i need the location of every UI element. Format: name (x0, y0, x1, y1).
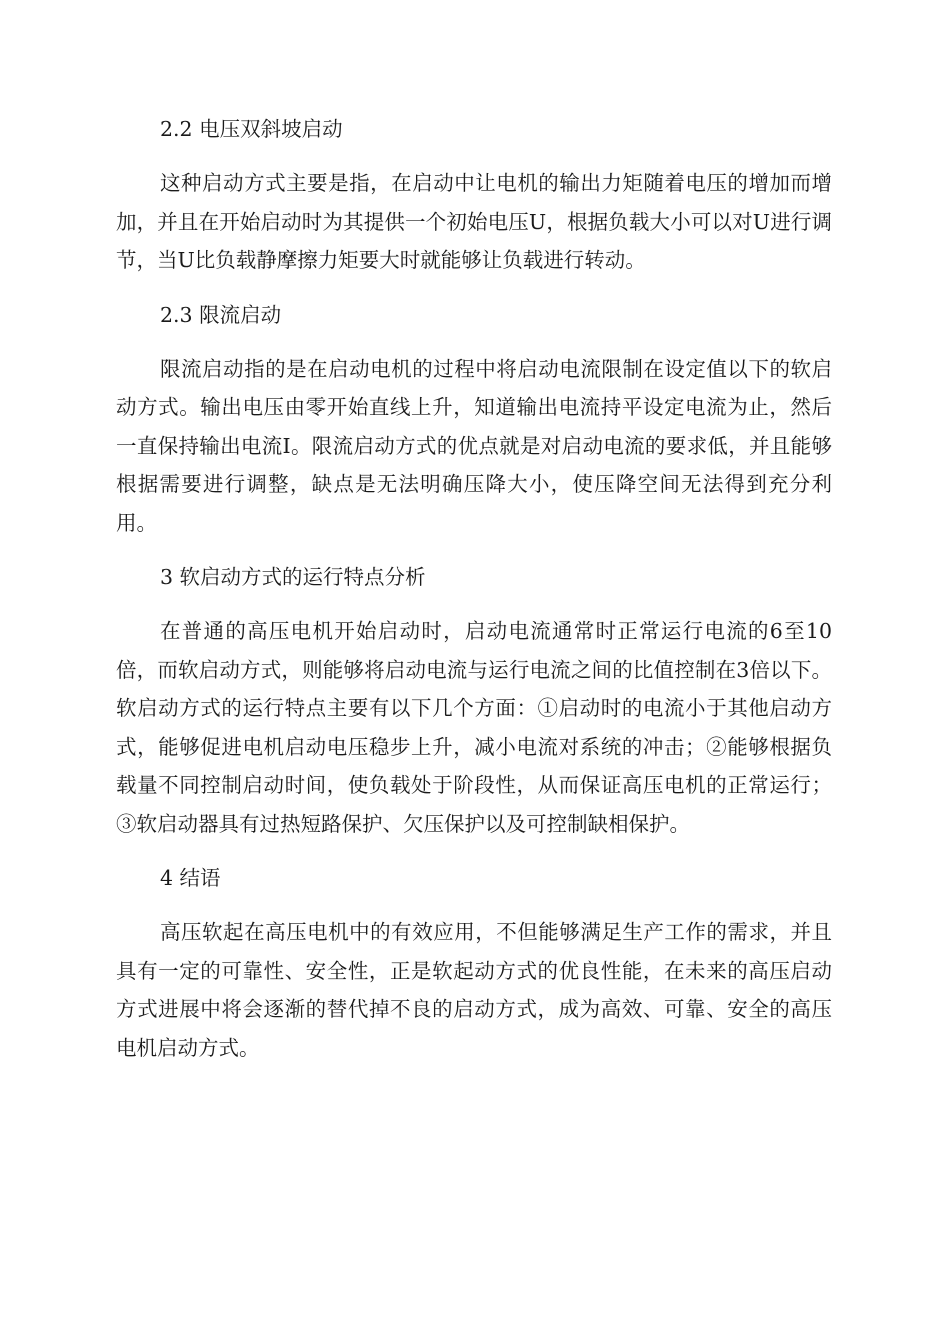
section-paragraph-3: 在普通的高压电机开始启动时，启动电流通常时正常运行电流的6至10倍，而软启动方式，则能够将启动电流与运行电流之间的比值控制在3倍以下。软启动方式的运行特点主要有以下几个方面：①启动时的电流小于其他启动方式，能够促进电机启动电压稳步上升，减小电流对系统的冲击；②能够根据负载量不同控制启动时间，使负载处于阶段性，从而保证高压电机的正常运行；③软启动器具有过热短路保护、欠压保护以及可控制缺相保护。 (116, 619, 832, 836)
section-heading-4: 4 结语 (160, 866, 221, 890)
document-body (116, 110, 832, 1067)
section-paragraph-4: 高压软起在高压电机中的有效应用，不但能够满足生产工作的需求，并且具有一定的可靠性、安全性，正是软起动方式的优良性能，在未来的高压启动方式进展中将会逐渐的替代掉不良的启动方式，成为高效、可靠、安全的高压电机启动方式。 (116, 920, 832, 1060)
section-paragraph-2-2: 这种启动方式主要是指，在启动中让电机的输出力矩随着电压的增加而增加，并且在开始启动时为其提供一个初始电压U，根据负载大小可以对U进行调节，当U比负载静摩擦力矩要大时就能够让负载进行转动。 (116, 171, 832, 272)
section-heading-3: 3 软启动方式的运行特点分析 (160, 565, 426, 589)
section-heading-2-2: 2.2 电压双斜坡启动 (160, 117, 343, 141)
section-paragraph-2-3: 限流启动指的是在启动电机的过程中将启动电流限制在设定值以下的软启动方式。输出电压由零开始直线上升，知道输出电流持平设定电流为止，然后一直保持输出电流I。限流启动方式的优点就是对启动电流的要求低，并且能够根据需要进行调整，缺点是无法明确压降大小，使压降空间无法得到充分利用。 (116, 356, 832, 535)
section-heading-2-3: 2.3 限流启动 (160, 302, 282, 327)
